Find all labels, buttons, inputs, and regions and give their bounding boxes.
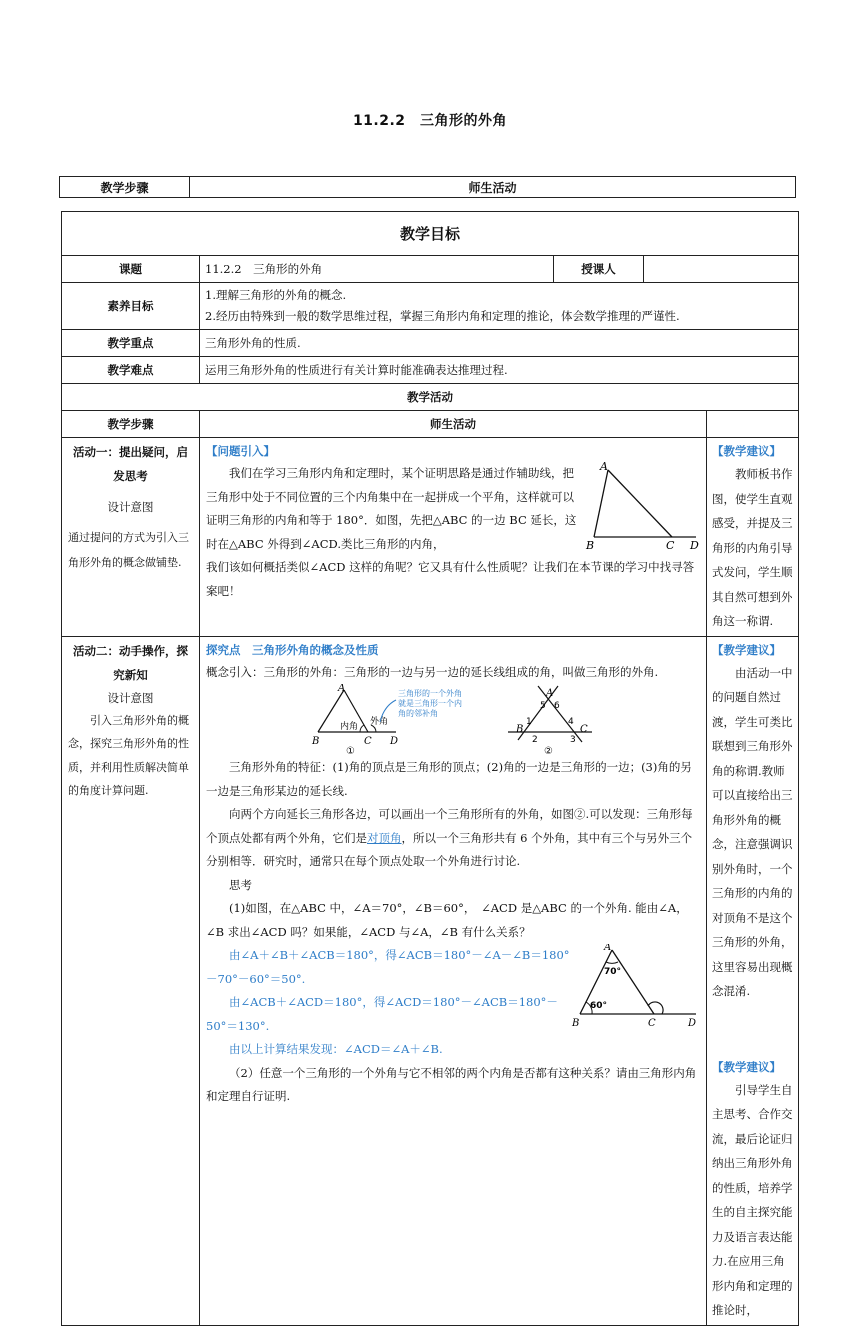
activity2-extend-part1: 向两个方向延长三角形各边，可以画出一个三角形所有的外角，如图②.可以发现：三角形每个顶点处都有两个外角，它们是 bbox=[206, 807, 693, 845]
fig2-label-a: A bbox=[338, 684, 346, 694]
triangle-figure-3 bbox=[506, 684, 596, 756]
activity1-advice bbox=[707, 438, 799, 637]
fig1-label-d: D bbox=[690, 539, 699, 550]
activity2-think: 思考 bbox=[229, 877, 252, 892]
difficulty-label: 教学难点 bbox=[62, 357, 200, 384]
fig3-angle-3: 3 bbox=[570, 735, 576, 745]
activities-col-advice bbox=[707, 411, 799, 438]
activities-col-steps: 教学步骤 bbox=[62, 411, 200, 438]
activity2-concept: 概念引入：三角形的外角：三角形的一边与另一边的延长线组成的角，叫做三角形的外角. bbox=[206, 664, 659, 679]
activity2-answer-1: 由∠A＋∠B＋∠ACB＝180°，得∠ACB＝180°－∠A－∠B＝180°－70°－60°＝50°. bbox=[206, 948, 570, 986]
teacher-value bbox=[644, 256, 799, 283]
triangle-figure-1 bbox=[580, 462, 700, 550]
activity1-content bbox=[200, 438, 707, 637]
fig3-label-a: A bbox=[546, 688, 554, 699]
fig3-angle-1: 1 bbox=[526, 717, 532, 727]
activity2-question-1: (1)如图，在△ABC 中，∠A＝70°，∠B＝60°， ∠ACD 是△ABC 的一个外角. 能由∠A，∠B 求出∠ACD 吗？如果能，∠ACD 与∠A，∠B 有什么关系？ bbox=[206, 901, 688, 939]
fig4-angle-a: 70° bbox=[604, 967, 622, 977]
lesson-table bbox=[61, 211, 799, 1326]
fig1-label-c: C bbox=[666, 539, 675, 550]
activity2-title: 活动二：动手操作，探究新知 bbox=[73, 643, 188, 682]
activities-col-actions: 师生活动 bbox=[200, 411, 707, 438]
triangle-figure-4 bbox=[570, 944, 700, 1028]
activity1-paragraph-end: 我们该如何概括类似∠ACD 这样的角呢？它又具有什么性质呢？让我们在本节课的学习中找寻答案吧！ bbox=[206, 560, 695, 598]
activity1-advice-text: 教师板书作图，使学生直观感受，并提及三角形的内角引导式发问，学生顺其自然可想到外角这一称谓. bbox=[712, 467, 793, 628]
vertical-angle-link[interactable]: 对顶角 bbox=[367, 830, 402, 845]
activity2-answer-3: 由以上计算结果发现：∠ACD＝∠A＋∠B. bbox=[229, 1042, 443, 1056]
activity2-step bbox=[62, 636, 200, 1325]
activity2-answer-2: 由∠ACB＋∠ACD＝180°，得∠ACD＝180°－∠ACB＝180°－50°＝130°. bbox=[206, 995, 558, 1033]
activity2-advice-text-2: 引导学生自主思考、合作交流，最后论证归纳出三角形外角的性质，培养学生的自主探究能力及语言表达能力.在应用三角形内角和定理的推论时， bbox=[712, 1082, 793, 1317]
activities-heading: 教学活动 bbox=[62, 384, 799, 411]
topic-value: 11.2.2 三角形的外角 bbox=[200, 256, 554, 283]
page-title: 11.2.2 三角形的外角 bbox=[352, 113, 508, 129]
fig1-label-b: B bbox=[586, 539, 595, 550]
col-steps-header: 教学步骤 bbox=[60, 177, 190, 198]
fig2-note-line-1: 三角形的一个外角 bbox=[398, 689, 462, 698]
activity2-extend-part2: ，所以一个三角形共有 6 个外角，其中有三个与另外三个分别相等．研究时，通常只在每个顶点处取一个外角进行讨论. bbox=[206, 830, 693, 868]
activity2-advice-title-2: 【教学建议】 bbox=[712, 1059, 781, 1074]
fig1-label-a: A bbox=[600, 462, 608, 473]
fig3-angle-4: 4 bbox=[568, 717, 574, 727]
activity1-title: 活动一：提出疑问，启发思考 bbox=[73, 445, 188, 483]
activity2-advice-title-1: 【教学建议】 bbox=[712, 642, 781, 657]
literacy-label: 素养目标 bbox=[62, 283, 200, 330]
activity2-advice bbox=[707, 636, 799, 1325]
fig3-label-c: C bbox=[580, 724, 588, 735]
activity1-step bbox=[62, 438, 200, 637]
activity2-advice-text-1: 由活动一中的问题自然过渡，学生可类比联想到三角形外角的称谓.教师可以直接给出三角形外角的概念，注意强调识别外角时，一个三角形的内角的对顶角不是这个三角形的外角，这里容易出现概念混淆. bbox=[712, 665, 793, 998]
objectives-heading: 教学目标 bbox=[62, 212, 799, 256]
activity2-question-2: （2）任意一个三角形的一个外角与它不相邻的两个内角是否都有这种关系？请由三角形内角和定理自行证明. bbox=[206, 1065, 697, 1103]
fig2-number: ① bbox=[346, 746, 355, 756]
fig4-angle-b: 60° bbox=[590, 1001, 608, 1011]
fig2-outer-label: 外角 bbox=[370, 717, 389, 727]
activity2-intent-text: 引入三角形外角的概念，探究三角形外角的性质，并利用性质解决简单的角度计算问题. bbox=[68, 713, 189, 797]
difficulty-value: 运用三角形外角的性质进行有关计算时能准确表达推理过程. bbox=[200, 357, 799, 384]
fig4-label-b: B bbox=[572, 1018, 580, 1028]
fig2-inner-label: 内角 bbox=[340, 722, 359, 732]
fig3-angle-5: 5 bbox=[540, 701, 546, 711]
fig4-label-d: D bbox=[688, 1018, 697, 1028]
activity1-intent-label: 设计意图 bbox=[107, 500, 154, 514]
activity2-section: 探究点 三角形外角的概念及性质 bbox=[206, 642, 379, 657]
activity2-extend bbox=[206, 803, 700, 874]
fig3-angle-2: 2 bbox=[532, 735, 538, 745]
activity1-section: 【问题引入】 bbox=[206, 444, 275, 458]
activity2-intent-label: 设计意图 bbox=[107, 690, 154, 705]
fig2-label-b: B bbox=[312, 736, 320, 747]
fig4-label-a: A bbox=[604, 944, 612, 953]
topic-label: 课题 bbox=[62, 256, 200, 283]
fig2-note-line-2: 就是三角形一个内 bbox=[398, 699, 462, 708]
literacy-goals bbox=[200, 283, 799, 330]
key-point-value: 三角形外角的性质. bbox=[200, 330, 799, 357]
fig2-note-line-3: 角的邻补角 bbox=[398, 709, 438, 718]
fig3-number: ② bbox=[544, 746, 553, 756]
fig2-label-c: C bbox=[364, 736, 372, 747]
activity2-features: 三角形外角的特征：(1)角的顶点是三角形的顶点；(2)角的一边是三角形的一边；(3)角的另一边是三角形某边的延长线. bbox=[206, 760, 692, 798]
triangle-figure-2 bbox=[310, 684, 490, 756]
fig2-label-d: D bbox=[390, 736, 399, 747]
step-header-table bbox=[59, 176, 796, 198]
fig4-label-c: C bbox=[648, 1018, 656, 1028]
fig3-label-b: B bbox=[516, 724, 524, 735]
literacy-goal-1: 1.理解三角形的外角的概念. bbox=[205, 288, 347, 302]
col-activities-header: 师生活动 bbox=[190, 177, 796, 198]
activity1-intent-text: 通过提问的方式为引入三角形外角的概念做铺垫. bbox=[68, 531, 189, 569]
literacy-goal-2: 2.经历由特殊到一般的数学思维过程，掌握三角形内角和定理的推论，体会数学推理的严谨性. bbox=[205, 309, 680, 323]
activity1-advice-title: 【教学建议】 bbox=[712, 444, 781, 458]
teacher-label: 授课人 bbox=[554, 256, 644, 283]
activity2-content bbox=[200, 636, 707, 1325]
key-point-label: 教学重点 bbox=[62, 330, 200, 357]
activity1-paragraph: 我们在学习三角形内角和定理时，某个证明思路是通过作辅助线，把三角形中处于不同位置的三个内角集中在一起拼成一个平角，这样就可以证明三角形的内角和等于 180°．如图，先把△ABC 的一边 BC 延长，这时在△ABC 外得到∠ACD.类比三角形的内角， bbox=[206, 466, 577, 551]
fig3-angle-6: 6 bbox=[554, 701, 560, 711]
